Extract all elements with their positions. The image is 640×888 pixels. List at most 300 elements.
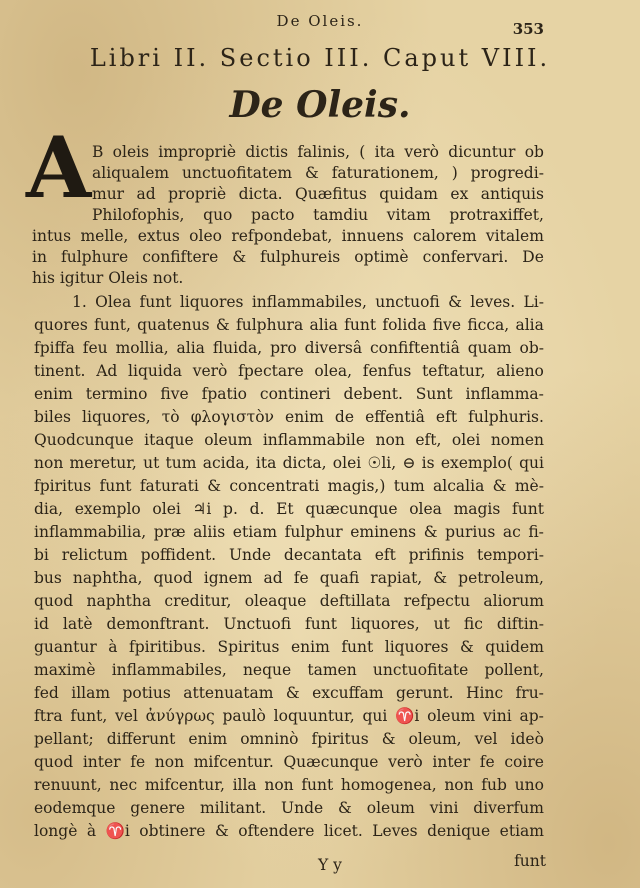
word: effentiâ [365,408,425,426]
word: militant. [199,799,267,817]
word: verò [192,362,228,380]
word: tamdiu [313,206,369,224]
word: potius [122,684,171,702]
text-line [34,775,544,795]
word: non [375,431,405,449]
word: pollent, [484,661,544,679]
word: funt, [70,707,108,725]
word: five [432,316,462,334]
word: unctuofi [375,293,440,311]
word: Hinc [466,684,504,702]
word: τὸ [161,408,180,426]
word: liquores [179,293,244,311]
word: fpiritibus. [129,638,206,656]
word: denique [427,822,491,840]
word: quidem [485,638,544,656]
word: non [444,776,474,794]
word: præ [153,523,186,541]
word: dicuntur [448,143,516,161]
word: alia [176,339,205,357]
word: pellant; [34,730,94,748]
text-line [34,729,544,749]
word: paulò [222,707,266,725]
drop-cap-initial: A [26,118,92,217]
text-line [32,268,544,288]
word: ob- [519,339,544,357]
word: pro [270,339,297,357]
word: fulphure [61,248,129,266]
word: tinent. [34,362,86,380]
word: funt [139,293,172,311]
word: Olea [95,293,132,311]
word: acida, [202,454,250,472]
word: ut [143,454,160,472]
word: & [214,822,229,840]
word: à [108,638,118,656]
word: naphtha [86,592,152,610]
word: oleum [427,707,476,725]
word: ♈i [395,707,420,725]
catchword: funt [514,852,546,870]
word: prifinis [408,546,465,564]
word: Philofophis, [92,206,185,224]
word: vitalem [485,227,544,245]
word: confiftentiâ [369,339,460,357]
word: olea, [314,362,353,380]
word: unctuofitate [372,661,469,679]
word: excuffam [312,684,384,702]
word: itaque [144,431,194,449]
word: poffident. [140,546,217,564]
word: ficca, [467,316,510,334]
word: funt [99,477,132,495]
text-line [34,522,544,542]
word: eodemque [34,799,116,817]
word: fulphureis [260,248,341,266]
word: fpiritus [311,730,369,748]
word: fe [479,753,495,771]
word: Spiritus [217,638,280,656]
word: quam [467,339,512,357]
word: id [34,615,49,633]
word: licet. [323,822,363,840]
word: renuunt, [34,776,102,794]
word: uno [514,776,544,794]
word: Sunt [415,385,453,403]
word: qui [362,707,388,725]
word: enim [291,638,330,656]
word: pacto [251,206,295,224]
word: p. [223,500,238,518]
word: Leves [372,822,418,840]
text-line-content: his igitur Oleis not. [32,269,184,287]
word: differunt [106,730,176,748]
word: vel [115,707,138,725]
word: inflammabile [262,431,366,449]
word: unctuofitatem [182,164,293,182]
word: & [423,523,438,541]
text-line [32,247,544,267]
signature-mark: Y y [318,856,342,874]
word: liquores [384,638,449,656]
word: oleum, [408,730,462,748]
word: fic [463,615,483,633]
word: oleaque [244,592,307,610]
word: ob [524,143,544,161]
word: qui [519,454,544,472]
word: funt [301,776,334,794]
text-line [92,163,544,183]
word: etiam [232,523,278,541]
word: alcalia [433,477,485,495]
word: mifcentur. [193,753,274,771]
word: alia [515,316,544,334]
word: diverfum [473,799,544,817]
word: impropriè [158,143,237,161]
word: in [32,248,47,266]
word: refpectu [403,592,471,610]
text-line [34,591,544,611]
word: obtinere [139,822,206,840]
word: meretur, [69,454,137,472]
word: ideò [510,730,544,748]
word: quod [34,592,74,610]
word: etiam [499,822,544,840]
word: & [338,799,352,817]
word: aliis [193,523,226,541]
word: termino [85,385,148,403]
word: verò [388,753,423,771]
word: olei [332,454,362,472]
word: feu [82,339,108,357]
text-line [34,614,544,634]
word: bi [34,546,49,564]
word: fed [34,684,59,702]
word: five [160,385,189,403]
word: & [381,730,396,748]
word: is [421,454,435,472]
text-line [92,142,544,162]
word: ad [136,185,156,203]
word: contineri [259,385,331,403]
word: faturationem, [331,164,439,182]
word: illam [71,684,111,702]
word: melle, [80,227,129,245]
word: enim [285,408,324,426]
word: longè [34,822,78,840]
word: oftendere [238,822,315,840]
word: maximè [34,661,96,679]
word: loquuntur, [273,707,355,725]
word: diversâ [304,339,363,357]
word: fru- [515,684,544,702]
word: biles [34,408,71,426]
word: Li- [523,293,544,311]
word: vitam [386,206,431,224]
word: coire [504,753,544,771]
word: fe [293,569,309,587]
word: quatenus [137,316,210,334]
word: enim [188,730,228,748]
word: naphtha, [72,569,143,587]
word: quidam [379,185,438,203]
text-line [92,184,544,204]
word: fulphura [235,316,304,334]
word: ♃i [192,500,212,518]
word: ap- [519,707,544,725]
word: latè [62,615,93,633]
word: fulphur [284,523,343,541]
word: attenuatam [183,684,274,702]
word: alieno [496,362,544,380]
word: ⊖ [402,454,416,472]
word: ad [263,569,283,587]
page-number: 353 [512,20,544,38]
word: ftra [34,707,63,725]
word: rapiat, [370,569,423,587]
word: verò [404,143,439,161]
word: liquores, [82,408,151,426]
word: faturati [139,477,199,495]
word: ex [450,185,469,203]
word: calorem [413,227,477,245]
word: nec [109,776,138,794]
word: vini [429,799,459,817]
text-line [34,338,544,358]
word: & [305,164,319,182]
word: folida [382,316,427,334]
text-line [34,407,544,427]
word: dicta, [282,454,327,472]
word: petroleum, [458,569,544,587]
text-line [34,683,544,703]
word: intus [32,227,72,245]
word: decantata [283,546,362,564]
word: homogenea, [340,776,437,794]
section-heading: Libri II. Sectio III. Caput VIII. [89,44,551,72]
word: olea [409,500,442,518]
word: ita [374,143,396,161]
word: mollia, [115,339,169,357]
word: ignem [203,569,253,587]
word: fpiffa [34,339,75,357]
text-line [34,430,544,450]
word: funt [341,638,374,656]
text-line [34,637,544,657]
word: liquores, [351,615,420,633]
word: ac [502,523,521,541]
word: à [86,822,97,840]
word: funt, [94,316,131,334]
word: concentrati [229,477,320,495]
word: antiquis [480,185,544,203]
word: Quæcunque [283,753,379,771]
word: magis [453,500,501,518]
text-line [34,453,544,473]
word: ita [255,454,277,472]
word: enim [34,385,73,403]
word: inflammabilia, [34,523,147,541]
word: fi- [528,523,544,541]
word: Unde [228,546,272,564]
word: mur [92,185,125,203]
word: creditur, [164,592,232,610]
word: fenfus [362,362,412,380]
text-line [32,226,544,246]
text-line [34,660,544,680]
word: fulphuris. [468,408,544,426]
word: protraxiffet, [449,206,544,224]
word: propriè [168,185,227,203]
word: inter [82,753,121,771]
word: quo [203,206,233,224]
word: aliqualem [92,164,170,182]
word: non [264,776,294,794]
word: inflammabiles, [251,293,367,311]
word: innuens [341,227,404,245]
word: de [334,408,355,426]
word: falinis, [297,143,351,161]
text-line [34,706,544,726]
word: illa [232,776,257,794]
word: quod [34,753,74,771]
word: vini [483,707,512,725]
word: fpiritus [34,477,92,495]
word: exemplo( [440,454,513,472]
word: De [522,248,544,266]
word: dicta. [238,185,283,203]
word: ☉li, [367,454,397,472]
text-line [34,384,544,404]
word: Et [276,500,294,518]
text-line [72,292,544,312]
word: extus [137,227,180,245]
word: Unctuofi [223,615,292,633]
word: funt [344,316,377,334]
word: & [448,293,462,311]
word: debent. [343,385,403,403]
word: dia, [34,500,64,518]
word: magis,) [327,477,386,495]
word: B [92,143,104,161]
text-line [34,798,544,818]
word: bus [34,569,62,587]
word: alia [309,316,338,334]
word: ( [359,143,366,161]
text-line [34,499,544,519]
word: purius [445,523,496,541]
word: leves. [470,293,516,311]
word: & [207,477,222,495]
word: oleum [204,431,253,449]
word: non [34,454,64,472]
word: oleis [112,143,150,161]
word: eft [374,546,396,564]
word: quores [34,316,88,334]
word: inflamma- [465,385,544,403]
word: fluida, [212,339,263,357]
word: ut [433,615,450,633]
word: diftin- [496,615,544,633]
word: quafi [319,569,360,587]
word: fpatio [201,385,248,403]
word: eft [435,408,458,426]
word: vel [474,730,498,748]
text-line [34,315,544,335]
word: nomen [490,431,544,449]
word: tum [165,454,197,472]
word: Quodcunque [34,431,134,449]
text-line [34,821,544,841]
word: & [459,638,474,656]
word: & [215,316,230,334]
word: omninò [240,730,299,748]
word: fub [481,776,507,794]
word: & [232,248,247,266]
text-line [92,205,544,225]
text-line [34,545,544,565]
word: neque [242,661,292,679]
word: demonftrant. [106,615,210,633]
word: oleum [366,799,415,817]
word: quod [153,569,193,587]
chapter-title: De Oleis. [229,84,411,126]
word: fe [130,753,146,771]
word: optimè [354,248,409,266]
word: non [154,753,185,771]
word: oleo [189,227,222,245]
word: dictis [245,143,289,161]
word: gerunt. [395,684,454,702]
word: & [433,569,448,587]
text-line [34,568,544,588]
word: eminens [350,523,417,541]
word: progredi- [470,164,544,182]
word: 1. [72,293,87,311]
word: funt [512,500,544,518]
word: tempori- [477,546,544,564]
word: olei [152,500,181,518]
word: guantur [34,638,97,656]
word: ) [451,164,458,182]
word: eft, [415,431,442,449]
text-line [34,752,544,772]
word: tamen [307,661,357,679]
word: Ad [96,362,118,380]
word: inter [432,753,471,771]
word: genere [130,799,186,817]
word: Quæfitus [295,185,367,203]
text-line [34,361,544,381]
word: inflammabiles, [111,661,227,679]
running-head: De Oleis. [276,12,364,30]
word: funt [305,615,337,633]
word: & [285,684,300,702]
word: ♈i [105,822,130,840]
word: relictum [61,546,128,564]
word: quæcunque [305,500,398,518]
word: Unde [281,799,324,817]
word: liquida [128,362,182,380]
word: & [492,477,507,495]
word: deftillata [319,592,391,610]
word: confervari. [422,248,509,266]
word: exemplo [74,500,141,518]
word: refpondebat, [231,227,333,245]
word: d. [249,500,265,518]
text-line [34,476,544,496]
word: olei [451,431,481,449]
